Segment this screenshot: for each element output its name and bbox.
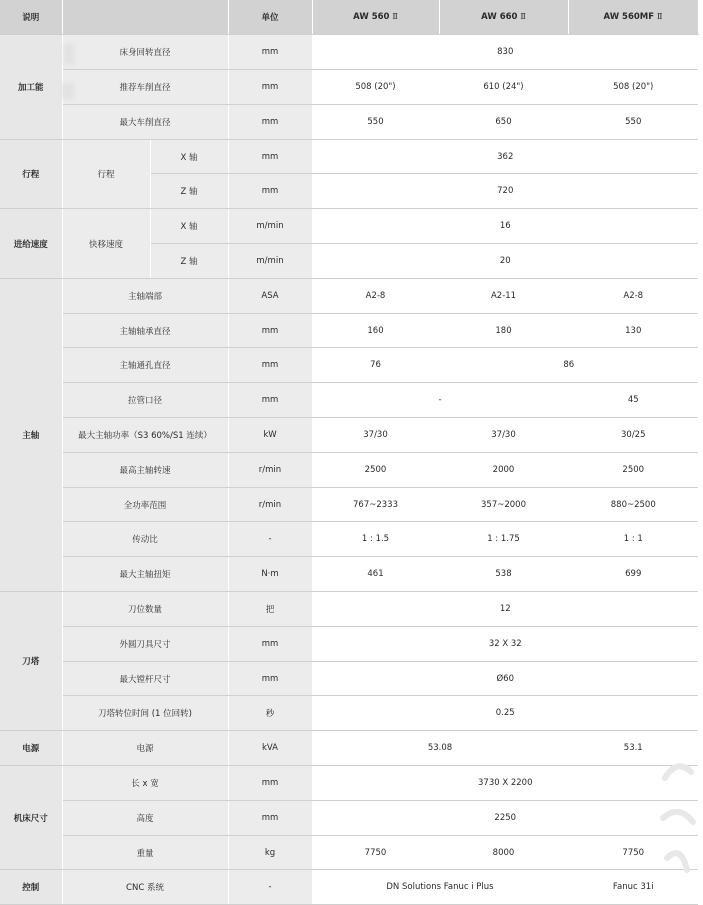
row-value: Ø60: [312, 661, 698, 696]
table-row: [0, 522, 698, 557]
row-value: 508 (20"): [312, 70, 439, 105]
row-unit: kg: [228, 835, 312, 870]
row-unit: m/min: [228, 244, 312, 279]
row-unit: mm: [228, 35, 312, 70]
category-travel: 行程: [0, 139, 62, 209]
table-row: [0, 452, 698, 487]
header-model-2: AW 660 Ⅱ: [439, 0, 568, 35]
table-row: [0, 139, 698, 174]
table-row: [0, 209, 698, 244]
row-value: 610 (24"): [439, 70, 568, 105]
category-machining: 加工能: [0, 35, 62, 139]
row-value: 53.08: [312, 731, 568, 766]
row-value: 7750: [312, 835, 439, 870]
row-value: 0.25: [312, 696, 698, 731]
row-value: 3730 X 2200: [312, 766, 698, 801]
row-unit: -: [228, 522, 312, 557]
row-unit: -: [228, 870, 312, 905]
header-row: [0, 0, 698, 35]
row-item: 行程: [62, 139, 150, 209]
row-value: 16: [312, 209, 698, 244]
row-value: 357~2000: [439, 487, 568, 522]
row-item: 床身回转直径: [62, 35, 228, 70]
row-unit: N·m: [228, 557, 312, 592]
row-value: 2000: [439, 452, 568, 487]
table-row: [0, 104, 698, 139]
row-value: 32 X 32: [312, 626, 698, 661]
row-value: 508 (20"): [568, 70, 698, 105]
row-value: DN Solutions Fanuc i Plus: [312, 870, 568, 905]
row-item: 最大主轴扭矩: [62, 557, 228, 592]
row-value: 767~2333: [312, 487, 439, 522]
row-value: 461: [312, 557, 439, 592]
row-value: -: [312, 383, 568, 418]
table-row: [0, 696, 698, 731]
table-row: [0, 626, 698, 661]
row-value: 20: [312, 244, 698, 279]
row-item: 传动比: [62, 522, 228, 557]
row-unit: mm: [228, 348, 312, 383]
category-turret: 刀塔: [0, 592, 62, 731]
row-item: 外圆刀具尺寸: [62, 626, 228, 661]
row-value: 880~2500: [568, 487, 698, 522]
row-axis: X 轴: [150, 139, 228, 174]
row-item: 最高主轴转速: [62, 452, 228, 487]
row-unit: mm: [228, 661, 312, 696]
row-value: 550: [568, 104, 698, 139]
watermark-graphic: [657, 748, 697, 888]
scan-smudge: [64, 44, 74, 64]
row-unit: mm: [228, 383, 312, 418]
table-row: [0, 348, 698, 383]
row-axis: X 轴: [150, 209, 228, 244]
row-value: 180: [439, 313, 568, 348]
category-power: 电源: [0, 731, 62, 766]
row-axis: Z 轴: [150, 244, 228, 279]
row-value: 37/30: [312, 418, 439, 453]
row-value: 830: [312, 35, 698, 70]
row-item: 快移速度: [62, 209, 150, 279]
row-value: 12: [312, 592, 698, 627]
row-unit: mm: [228, 139, 312, 174]
row-item: 最大镗杆尺寸: [62, 661, 228, 696]
category-feed: 进给速度: [0, 209, 62, 279]
row-unit: mm: [228, 626, 312, 661]
row-value: 45: [568, 383, 698, 418]
table-row: [0, 487, 698, 522]
header-unit: 单位: [228, 0, 312, 35]
table-row: [0, 661, 698, 696]
header-blank: [62, 0, 228, 35]
row-item: 最大主轴功率（S3 60%/S1 连续）: [62, 418, 228, 453]
row-value: 2500: [312, 452, 439, 487]
table-row: [0, 592, 698, 627]
table-row: [0, 731, 698, 766]
row-value: 53.1: [568, 731, 698, 766]
header-model-3: AW 560MF Ⅱ: [568, 0, 698, 35]
row-value: 160: [312, 313, 439, 348]
row-unit: mm: [228, 70, 312, 105]
row-value: 76: [312, 348, 439, 383]
row-value: A2-8: [312, 278, 439, 313]
row-item: CNC 系统: [62, 870, 228, 905]
row-item: 全功率范围: [62, 487, 228, 522]
row-value: 30/25: [568, 418, 698, 453]
row-unit: 把: [228, 592, 312, 627]
row-item: 主轴轴承直径: [62, 313, 228, 348]
table-row: [0, 70, 698, 105]
row-unit: mm: [228, 174, 312, 209]
table-row: [0, 870, 698, 905]
row-value: A2-8: [568, 278, 698, 313]
row-value: 37/30: [439, 418, 568, 453]
row-item: 主轴端部: [62, 278, 228, 313]
row-value: 130: [568, 313, 698, 348]
category-control: 控制: [0, 870, 62, 905]
row-item: 主轴通孔直径: [62, 348, 228, 383]
row-value: 1 : 1: [568, 522, 698, 557]
row-unit: r/min: [228, 487, 312, 522]
row-item: 电源: [62, 731, 228, 766]
row-value: 7750: [568, 835, 698, 870]
row-item: 刀位数量: [62, 592, 228, 627]
row-unit: 秒: [228, 696, 312, 731]
row-value: 8000: [439, 835, 568, 870]
row-item: 重量: [62, 835, 228, 870]
row-value: 699: [568, 557, 698, 592]
row-value: 720: [312, 174, 698, 209]
row-item: 推荐车削直径: [62, 70, 228, 105]
row-unit: mm: [228, 313, 312, 348]
row-value: 550: [312, 104, 439, 139]
row-value: 362: [312, 139, 698, 174]
row-item: 拉管口径: [62, 383, 228, 418]
scan-smudge: [62, 83, 74, 99]
category-size: 机床尺寸: [0, 766, 62, 870]
row-unit: ASA: [228, 278, 312, 313]
category-spindle: 主轴: [0, 278, 62, 591]
table-row: [0, 278, 698, 313]
row-item: 刀塔转位时间 (1 位回转): [62, 696, 228, 731]
row-value: 2500: [568, 452, 698, 487]
row-unit: mm: [228, 104, 312, 139]
table-row: [0, 800, 698, 835]
header-model-1: AW 560 Ⅱ: [312, 0, 439, 35]
row-value: 2250: [312, 800, 698, 835]
row-item: 长 x 宽: [62, 766, 228, 801]
row-value: 1 : 1.75: [439, 522, 568, 557]
row-value: 1 : 1.5: [312, 522, 439, 557]
row-item: 最大车削直径: [62, 104, 228, 139]
row-unit: mm: [228, 766, 312, 801]
row-unit: mm: [228, 800, 312, 835]
row-value: A2-11: [439, 278, 568, 313]
row-value: 86: [439, 348, 698, 383]
table-row: [0, 313, 698, 348]
row-value: 650: [439, 104, 568, 139]
row-unit: m/min: [228, 209, 312, 244]
table-row: [0, 766, 698, 801]
row-unit: kVA: [228, 731, 312, 766]
table-row: [0, 418, 698, 453]
table-row: [0, 835, 698, 870]
row-value: 538: [439, 557, 568, 592]
row-axis: Z 轴: [150, 174, 228, 209]
header-desc: 说明: [0, 0, 62, 35]
row-value: Fanuc 31i: [568, 870, 698, 905]
table-row: [0, 557, 698, 592]
table-row: [0, 35, 698, 70]
row-unit: kW: [228, 418, 312, 453]
row-unit: r/min: [228, 452, 312, 487]
row-item: 高度: [62, 800, 228, 835]
table-row: [0, 383, 698, 418]
